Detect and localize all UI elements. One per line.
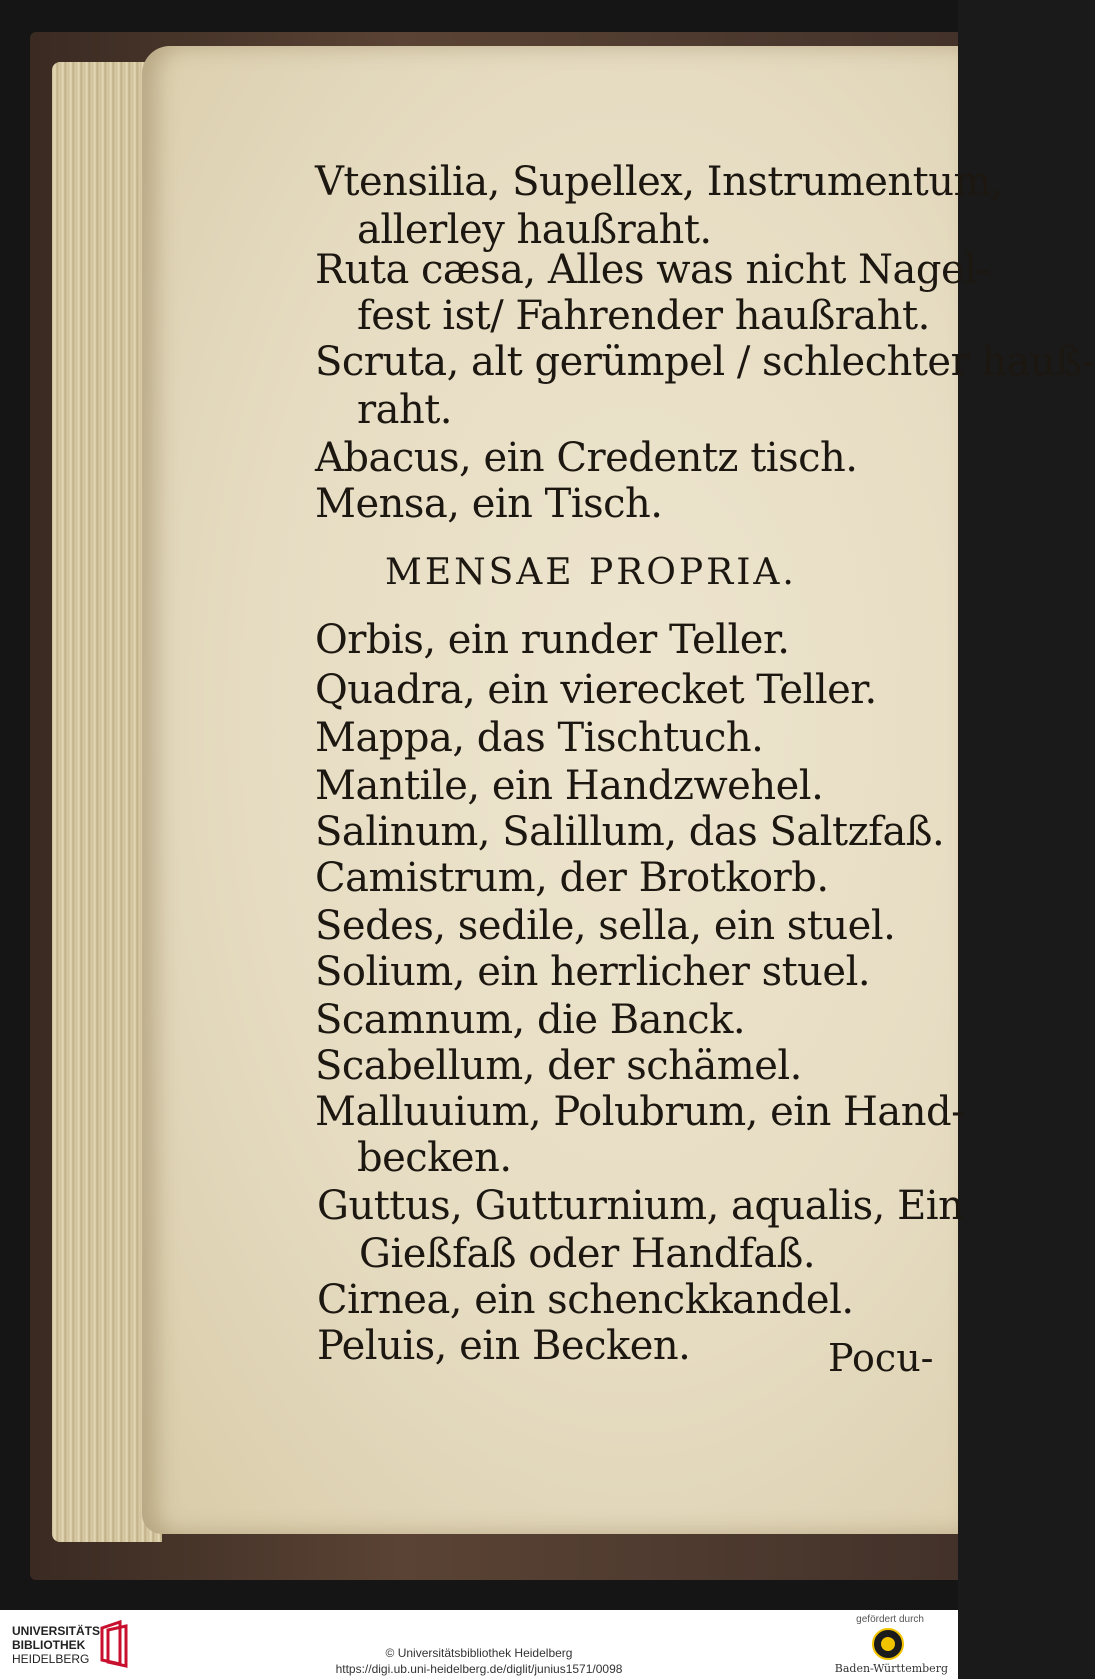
text-line: allerley haußraht. [357, 207, 712, 253]
text-line: Orbis, ein runder Teller. [315, 617, 790, 663]
text-line: Malluuium, Polubrum, ein Hand- [315, 1089, 965, 1135]
text-line: Mantile, ein Handzwehel. [315, 763, 824, 809]
text-line: Camistrum, der Brotkorb. [315, 855, 829, 901]
text-line: fest ist/ Fahrender haußraht. [357, 293, 930, 339]
library-mark-icon [98, 1620, 130, 1668]
text-line: Cirnea, ein schenckkandel. [317, 1277, 854, 1323]
text-line: Mappa, das Tischtuch. [315, 715, 764, 761]
library-name-line: BIBLIOTHEK [12, 1638, 86, 1652]
text-line: Scamnum, die Banck. [315, 997, 746, 1043]
copyright-text: © Universitätsbibliothek Heidelberg [385, 1646, 573, 1660]
text-line: raht. [357, 387, 453, 433]
text-line: becken. [357, 1135, 512, 1181]
viewer-footer [0, 1610, 958, 1679]
text-line: Solium, ein herrlicher stuel. [315, 949, 871, 995]
text-line: Peluis, ein Becken. [317, 1323, 691, 1369]
text-line: Abacus, ein Credentz tisch. [315, 435, 858, 481]
state-crest-icon [872, 1628, 904, 1660]
text-line: Ruta cæsa, Alles was nicht Nagel- [315, 247, 990, 293]
text-line: Scruta, alt gerümpel / schlechter hauß- [315, 339, 1095, 385]
text-line: Guttus, Gutturnium, aqualis, Ein [317, 1183, 964, 1229]
text-line: Gießfaß oder Handfaß. [359, 1231, 816, 1277]
text-line: Vtensilia, Supellex, Instrumentum, [315, 159, 1004, 205]
funded-by-label: gefördert durch [856, 1614, 924, 1625]
text-line: Scabellum, der schämel. [315, 1043, 802, 1089]
catchword: Pocu- [828, 1336, 934, 1380]
text-line: Sedes, sedile, sella, ein stuel. [315, 903, 896, 949]
section-heading: MENSAE PROPRIA. [385, 552, 797, 593]
permalink[interactable]: https://digi.ub.uni-heidelberg.de/diglit/junius1571/0098 [335, 1662, 623, 1676]
library-name-line: HEIDELBERG [12, 1652, 90, 1666]
text-line: Salinum, Salillum, das Saltzfaß. [315, 809, 945, 855]
text-line: Quadra, ein vierecket Teller. [315, 667, 877, 713]
sponsor-name[interactable]: Baden-Württemberg [834, 1662, 948, 1675]
text-line: Mensa, ein Tisch. [315, 481, 663, 527]
library-name-line: UNIVERSITÄTS- [12, 1624, 105, 1638]
